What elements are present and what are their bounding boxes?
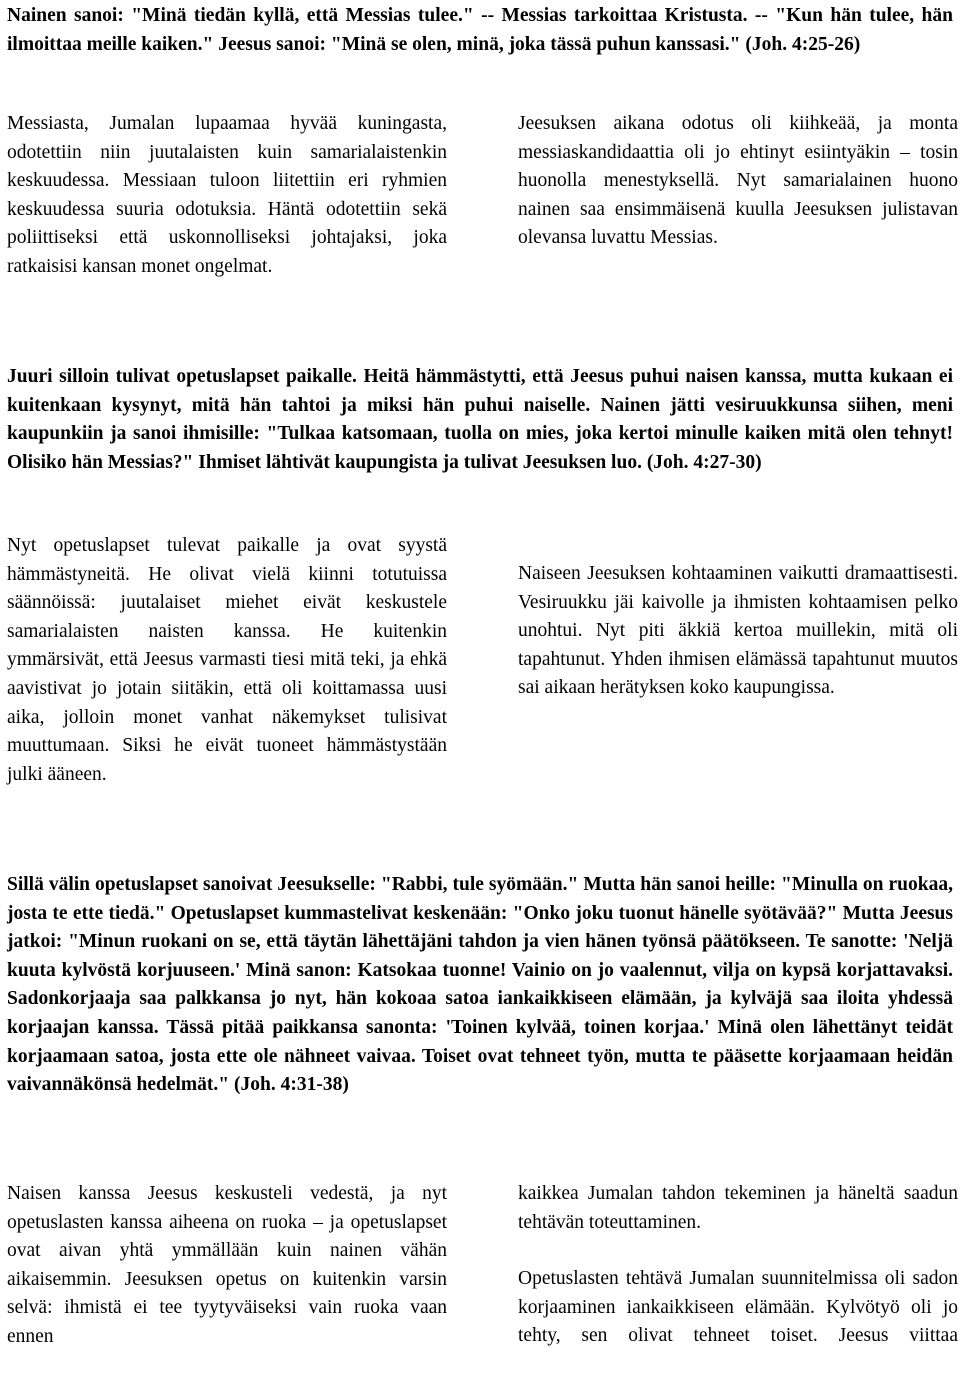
section1-right-paragraph: Jeesuksen aikana odotus oli kiihkeää, ja monta messiaskandidaattia oli jo ehtinyt esiintyäkin – tosin huonolla menestyksellä. Nyt samarialainen huono nainen saa ensimmäisenä kuulla Jeesuksen julistavan olevansa luvattu Messias. xyxy=(518,113,958,249)
scripture-quote-joh-4-31-38: Sillä välin opetuslapset sanoivat Jeesukselle: "Rabbi, tule syömään." Mutta hän sanoi heille: "Minulla on ruokaa, josta te ette tiedä." Opetuslapset kummastelivat keskenään: "Onko joku tuonut hänelle syötävää?" Mutta Jeesus jatkoi: "Minun ruokani on se, että täytän lähettäjäni tahdon ja vien hänen työnsä päätökseen. Te sanotte: 'Neljä kuuta kylvöstä korjuuseen.' Minä sanon: Katsokaa tuonne! Vainio on jo vaalennut, vilja on kypsä korjattavaksi. Sadonkorjaaja saa palkkansa jo nyt, hän kokoaa satoa iankaikkiseen elämään, ja kylväjä saa iloita yhdessä korjaajan kanssa. Tässä pitää paikkansa sanonta: 'Toinen kylvää, toinen korjaa.' Minä olen lähettänyt teidät korjaamaan satoa, josta ette ole nähneet vaivaa. Toiset ovat tehneet työn, mutta te pääsette korjaamaan heidän vaivannäkönsä hedelmät." (Joh. 4:31-38) xyxy=(7,874,953,1096)
section1-left-column xyxy=(7,110,447,282)
section2-left-paragraph: Nyt opetuslapset tulevat paikalle ja ovat syystä hämmästyneitä. He olivat vielä kiinni totutuissa säännöissä: juutalaiset miehet eivät keskustele samarialaisten naisten kanssa. He kuitenkin ymmärsivät, että Jeesus varmasti tiesi mitä teki, ja ehkä aavistivat jo jotain siitäkin, että oli koittamassa uusi aika, jolloin monet vanhat näkemykset tulisivat muuttumaan. Siksi he eivät tuoneet hämmästystään julki ääneen. xyxy=(7,535,447,785)
section2-right-column xyxy=(518,560,958,703)
section3-left-column xyxy=(7,1180,447,1352)
intro-scripture-quote: Nainen sanoi: "Minä tiedän kyllä, että Messias tulee." -- Messias tarkoittaa Kristusta. -- "Kun hän tulee, hän ilmoittaa meille kaiken." Jeesus sanoi: "Minä se olen, minä, joka tässä puhun kanssasi." (Joh. 4:25-26) xyxy=(7,5,953,55)
section3-right-paragraph-2: Opetuslasten tehtävä Jumalan suunnitelmissa oli sadon korjaaminen iankaikkiseen elämään. Kylvötyö oli jo tehty, sen olivat tehneet toiset. Jeesus viittaa xyxy=(518,1268,958,1347)
section1-left-paragraph: Messiasta, Jumalan lupaamaa hyvää kuningasta, odotettiin niin juutalaisten kuin samarialaistenkin keskuudessa. Messiaan tuloon liitettiin eri ryhmien keskuudessa suuria odotuksia. Häntä odotettiin sekä poliittiseksi että uskonnolliseksi johtajaksi, joka ratkaisisi kansan monet ongelmat. xyxy=(7,113,447,277)
scripture-quote-joh-4-27-30: Juuri silloin tulivat opetuslapset paikalle. Heitä hämmästytti, että Jeesus puhui naisen kanssa, mutta kukaan ei kuitenkaan kysynyt, mitä hän tahtoi ja miksi hän puhui naiselle. Nainen jätti vesiruukkunsa siihen, meni kaupunkiin ja sanoi ihmisille: "Tulkaa katsomaan, tuolla on mies, joka kertoi minulle kaiken mitä olen tehnyt! Olisiko hän Messias?" Ihmiset lähtivät kaupungista ja tulivat Jeesuksen luo. (Joh. 4:27-30) xyxy=(7,366,953,473)
section2-left-column xyxy=(7,532,447,789)
section2-right-paragraph: Naiseen Jeesuksen kohtaaminen vaikutti dramaattisesti. Vesiruukku jäi kaivolle ja ihmisten kohtaamisen pelko unohtui. Nyt piti äkkiä kertoa muillekin, mitä oli tapahtunut. Yhden ihmisen elämässä tapahtunut muutos sai aikaan herätyksen koko kaupungissa. xyxy=(518,563,958,699)
section1-right-column xyxy=(518,110,958,253)
section3-right-column xyxy=(518,1180,958,1351)
section3-left-paragraph: Naisen kanssa Jeesus keskusteli vedestä, ja nyt opetuslasten kanssa aiheena on ruoka – ja opetuslapset ovat aivan yhtä ymmällään kuin nainen vähän aikaisemmin. Jeesuksen opetus on kuitenkin varsin selvä: ihmistä ei tee tyytyväiseksi vain ruoka vaan ennen xyxy=(7,1183,447,1347)
section3-right-paragraph-1: kaikkea Jumalan tahdon tekeminen ja häneltä saadun tehtävän toteuttaminen. xyxy=(518,1183,958,1233)
